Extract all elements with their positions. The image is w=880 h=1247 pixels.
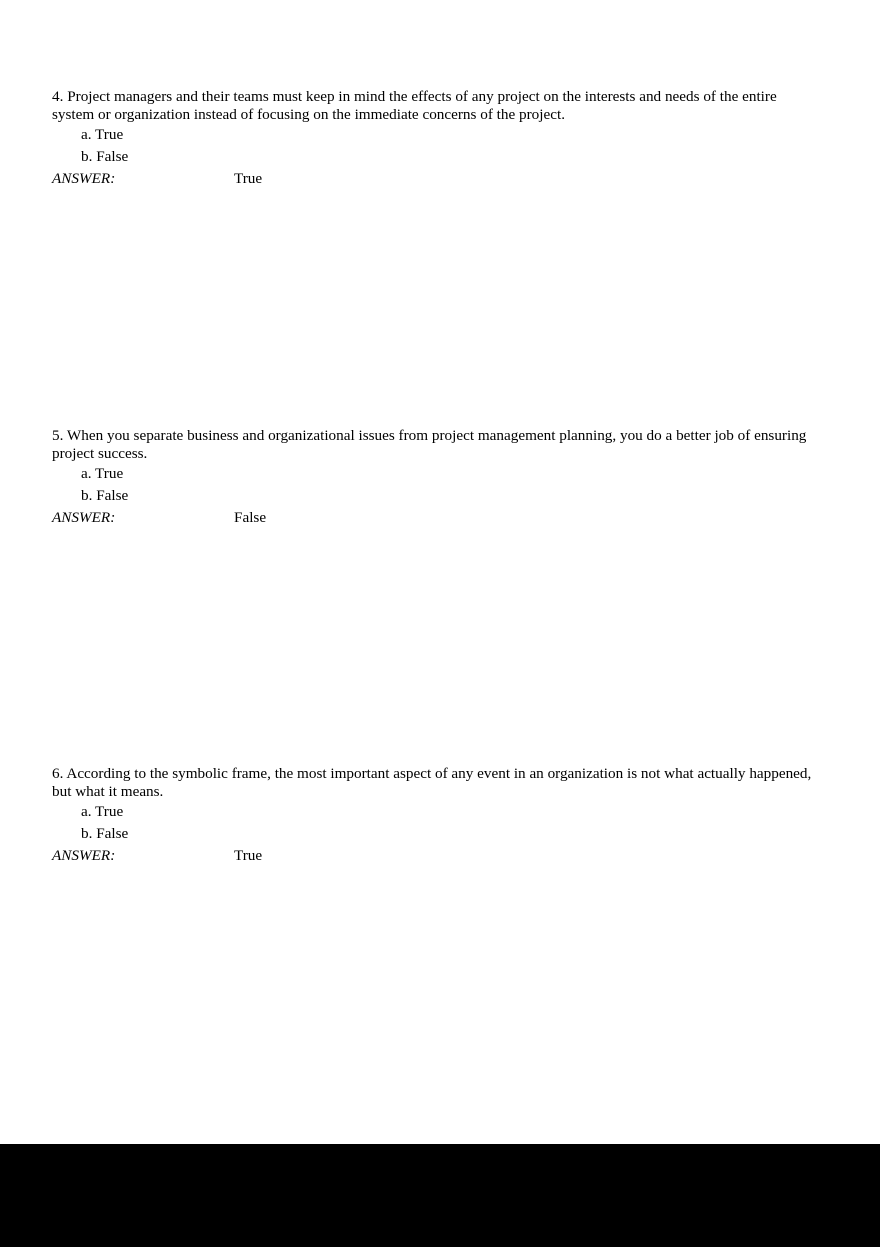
question-stem: 4. Project managers and their teams must keep in mind the effects of any project on the interests and needs of the entire system or organization instead of focusing on the immediate concerns of the project.: [52, 88, 777, 123]
question-stem: 6. According to the symbolic frame, the most important aspect of any event in an organization is not what actually happened, but what it means.: [52, 765, 812, 800]
answer-value: False: [234, 509, 267, 526]
answer-row: [52, 845, 822, 867]
bottom-black-bar: [0, 1144, 880, 1247]
answer-label: ANSWER:: [52, 847, 116, 864]
question-stem: 5. When you separate business and organizational issues from project management planning, you do a better job of ensuring project success.: [52, 427, 807, 462]
answer-value: True: [234, 170, 263, 187]
option-false: b. False: [81, 487, 129, 504]
question-5: [52, 427, 822, 529]
answer-row: [52, 168, 822, 190]
answer-row: [52, 507, 822, 529]
option-false: b. False: [81, 148, 129, 165]
answer-label: ANSWER:: [52, 170, 116, 187]
option-true: a. True: [81, 465, 124, 482]
option-true: a. True: [81, 803, 124, 820]
answer-label: ANSWER:: [52, 509, 116, 526]
option-false: b. False: [81, 825, 129, 842]
answer-value: True: [234, 847, 263, 864]
question-4: [52, 88, 822, 190]
question-6: [52, 765, 822, 867]
option-true: a. True: [81, 126, 124, 143]
